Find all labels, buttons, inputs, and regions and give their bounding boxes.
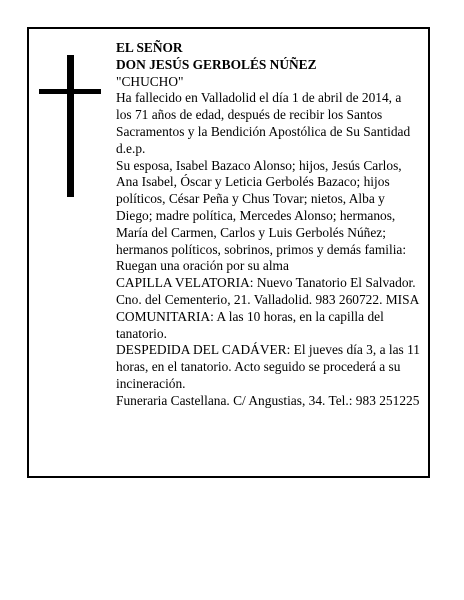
death-paragraph: Ha fallecido en Valladolid el día 1 de abril de 2014, a los 71 años de edad, después de recibir los Santos Sacramentos y la Bendición Apostólica de Su Santidad bbox=[116, 90, 411, 139]
cross-vertical-bar bbox=[67, 55, 74, 197]
vigil-and-mass-paragraph: CAPILLA VELATORIA: Nuevo Tanatorio El Salvador. Cno. del Cementerio, 21. Valladolid. 983 260722. MISA COMUNITARIA: A las 10 horas, en la capilla del tanatorio. bbox=[116, 275, 419, 341]
farewell-paragraph: DESPEDIDA DEL CADÁVER: El jueves día 3, a las 11 horas, en el tanatorio. Acto seguido se procederá a su incineración. bbox=[116, 342, 420, 391]
nickname: "CHUCHO" bbox=[116, 73, 184, 89]
cross-horizontal-bar bbox=[39, 89, 101, 94]
funeral-home-paragraph: Funeraria Castellana. C/ Angustias, 34. Tel.: 983 251225 bbox=[116, 392, 420, 408]
deceased-name: DON JESÚS GERBOLÉS NÚÑEZ bbox=[116, 56, 317, 72]
notice-text bbox=[116, 40, 420, 410]
rip-abbreviation: d.e.p. bbox=[116, 140, 146, 156]
family-paragraph: Su esposa, Isabel Bazaco Alonso; hijos, Jesús Carlos, Ana Isabel, Óscar y Leticia Gerbolés Bazaco; hijos políticos, César Peña y Chus Tovar; nietos, Alba y Diego; madre política, Mercedes Alonso; hermanos, María del Carmen, Carlos y Luis Gerbolés Núñez; hermanos políticos, sobrinos, primos y demás familia: bbox=[116, 157, 407, 257]
prayer-request: Ruegan una oración por su alma bbox=[116, 258, 289, 274]
obituary-notice bbox=[27, 27, 430, 478]
notice-title-line-1: EL SEÑOR bbox=[116, 40, 183, 55]
